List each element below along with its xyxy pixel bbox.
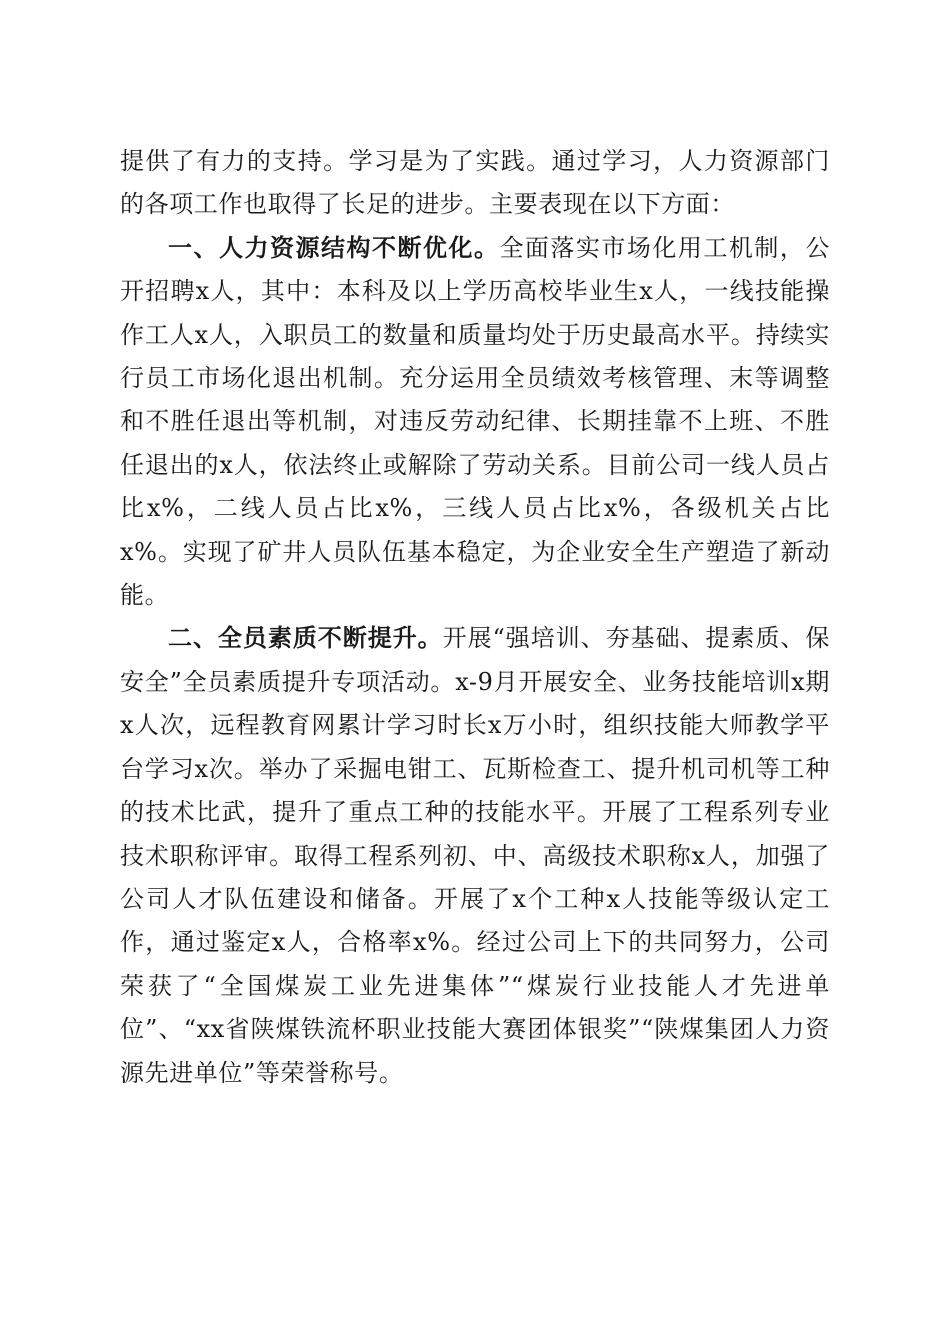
paragraph-intro — [120, 140, 830, 227]
paragraph-section-1 — [120, 227, 830, 618]
paragraph-text: 全面落实市场化用工机制，公开招聘x人，其中：本科及以上学历高校毕业生x人，一线技能操作工人x人，入职员工的数量和质量均处于历史最高水平。持续实行员工市场化退出机制。充分运用全员绩效考核管理、末等调整和不胜任退出等机制，对违反劳动纪律、长期挂靠不上班、不胜任退出的x人，依法终止或解除了劳动关系。目前公司一线人员占比x%，二线人员占比x%，三线人员占比x%，各级机关占比x%。实现了矿井人员队伍基本稳定，为企业安全生产塑造了新动能。 — [120, 233, 830, 610]
section-heading: 二、全员素质不断提升。 — [168, 624, 443, 653]
document-body — [120, 140, 830, 1095]
paragraph-text: 提供了有力的支持。学习是为了实践。通过学习，人力资源部门的各项工作也取得了长足的进步。主要表现在以下方面： — [120, 147, 830, 219]
paragraph-section-2 — [120, 617, 830, 1094]
section-heading: 一、人力资源结构不断优化。 — [168, 233, 500, 262]
paragraph-text: 开展“强培训、夯基础、提素质、保安全”全员素质提升专项活动。x-9月开展安全、业务技能培训x期x人次，远程教育网累计学习时长x万小时，组织技能大师教学平台学习x次。举办了采掘电钳工、瓦斯检查工、提升机司机等工种的技术比武，提升了重点工种的技能水平。开展了工程系列专业技术职称评审。取得工程系列初、中、高级技术职称x人，加强了公司人才队伍建设和储备。开展了x个工种x人技能等级认定工作，通过鉴定x人，合格率x%。经过公司上下的共同努力，公司荣获了“全国煤炭工业先进集体”“煤炭行业技能人才先进单位”、“xx省陕煤铁流杯职业技能大赛团体银奖”“陕煤集团人力资源先进单位”等荣誉称号。 — [120, 624, 830, 1087]
